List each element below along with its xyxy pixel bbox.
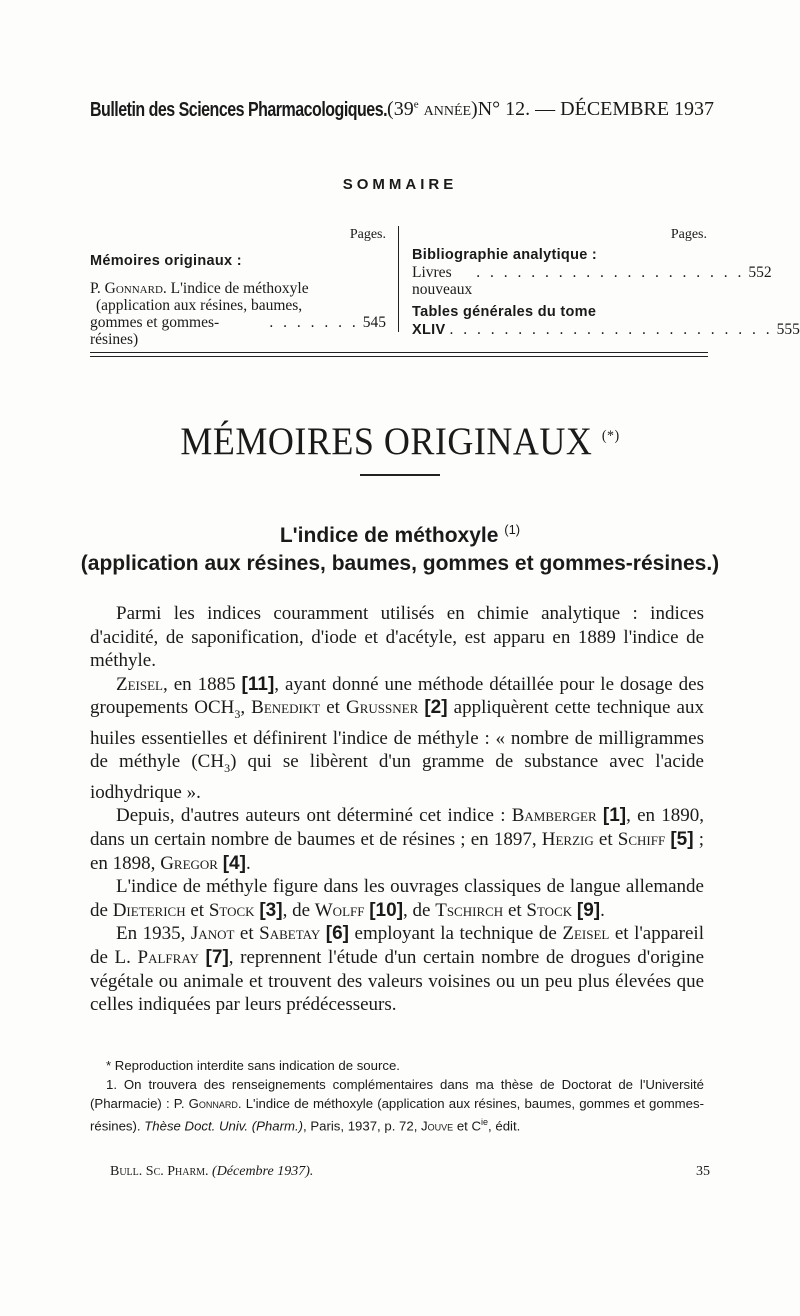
page-footer: [110, 1164, 710, 1180]
issue-number: N° 12. — DÉCEMBRE 1937: [477, 98, 715, 120]
reference-link[interactable]: [1]: [602, 805, 627, 827]
section-heading-bibliographie: Bibliographie analytique :: [412, 247, 598, 263]
reference-link[interactable]: [2]: [424, 697, 448, 719]
page-number: 35: [696, 1164, 710, 1179]
reference-link[interactable]: [6]: [325, 923, 349, 945]
paragraph: Zeisel, en 1885 [11], ayant donné une méthode détaillée pour le dosage des groupements $OCH_3$, Benedikt et Grussner [2] appliquèrent cette technique aux huiles essentielles et définirent l'indice de méthyle : « nombre de milligrammes de méthyle $(CH_3)$ qui se libèrent d'un gramme de substance avec l'acide iodhydrique ».: [90, 673, 704, 803]
paragraph: Parmi les indices couramment utilisés en chimie analytique : indices d'acidité, de saponification, d'iode et d'acétyle, est apparu en 1889 l'indice de méthyle.: [90, 603, 704, 672]
column-divider: [398, 226, 399, 332]
sommaire-left-column: [90, 226, 386, 348]
sommaire-entry-livres[interactable]: Livres nouveaux . . . . . . . . . . . . . . . . . . . . 552: [412, 264, 772, 298]
page-number: 552: [748, 264, 772, 281]
reference-link[interactable]: [5]: [670, 828, 694, 850]
reference-link[interactable]: [4]: [222, 852, 246, 874]
reference-link[interactable]: [3]: [259, 899, 283, 921]
sommaire-right-column: [412, 226, 800, 339]
paragraph: L'indice de méthyle figure dans les ouvrages classiques de langue allemande de Dieterich et Stock [3], de Wolff [10], de Tschirch et Stock [9].: [90, 876, 704, 921]
footnotes: [90, 1056, 704, 1135]
footer-citation: Bull. Sc. Pharm. (Décembre 1937).: [110, 1164, 314, 1179]
reference-link[interactable]: [7]: [205, 946, 229, 968]
paragraph: En 1935, Janot et Sabetay [6] employant la technique de Zeisel et l'appareil de L. Palfray [7], reprennent l'étude d'un certain nombre de drogues d'origine végétale ou animale et trouvent des valeurs voisines ou un peu plus élevées que celles indiquées par leurs prédécesseurs.: [90, 923, 705, 1016]
running-header: [90, 98, 715, 128]
reference-link[interactable]: [9]: [576, 899, 601, 921]
page-number: 555: [776, 321, 800, 338]
section-title: MÉMOIRES ORIGINAUX (*): [180, 419, 620, 463]
sommaire-entry-tables[interactable]: Tables générales du tome XLIV . . . . . . . . . . . . . . . . . . . . . . . . 555: [412, 304, 800, 338]
journal-year: (39e année): [387, 98, 478, 120]
article-title: L'indice de méthoxyle $^{(1)}$ (application aux résines, baumes, gommes et gommes-résines.): [80, 522, 720, 575]
sommaire-title: SOMMAIRE: [342, 176, 458, 193]
journal-name: Bulletin des Sciences Pharmacologiques.: [90, 99, 388, 121]
sommaire-entry-gonnard[interactable]: P. Gonnard. L'indice de méthoxyle (application aux résines, baumes, gommes et gommes-résines) . . . . . . . 545: [90, 280, 386, 348]
reference-link[interactable]: [11]: [241, 673, 275, 695]
footnote-star: * Reproduction interdite sans indication de source.: [106, 1058, 400, 1073]
footnote-1: 1. On trouvera des renseignements complémentaires dans ma thèse de Doctorat de l'Université (Pharmacie) : P. Gonnard. L'indice de méthoxyle (application aux résines, baumes, gommes et gommes-résines). Thèse Doct. Univ. (Pharm.), Paris, 1937, p. 72, Jouve et $C^{ie}$, édit.: [90, 1077, 704, 1134]
double-rule-divider: [90, 352, 708, 357]
section-heading-memoires: Mémoires originaux :: [90, 253, 242, 269]
title-rule: [360, 474, 440, 476]
paragraph: Depuis, d'autres auteurs ont déterminé cet indice : Bamberger [1], en 1890, dans un certain nombre de baumes et de résines ; en 1897, Herzig et Schiff [5] ; en 1898, Gregor [4].: [90, 805, 705, 874]
pages-label: Pages.: [349, 227, 386, 242]
article-body: [90, 602, 704, 1017]
page-number: 545: [362, 314, 386, 331]
reference-link[interactable]: [10]: [369, 899, 404, 921]
pages-label: Pages.: [670, 227, 707, 242]
